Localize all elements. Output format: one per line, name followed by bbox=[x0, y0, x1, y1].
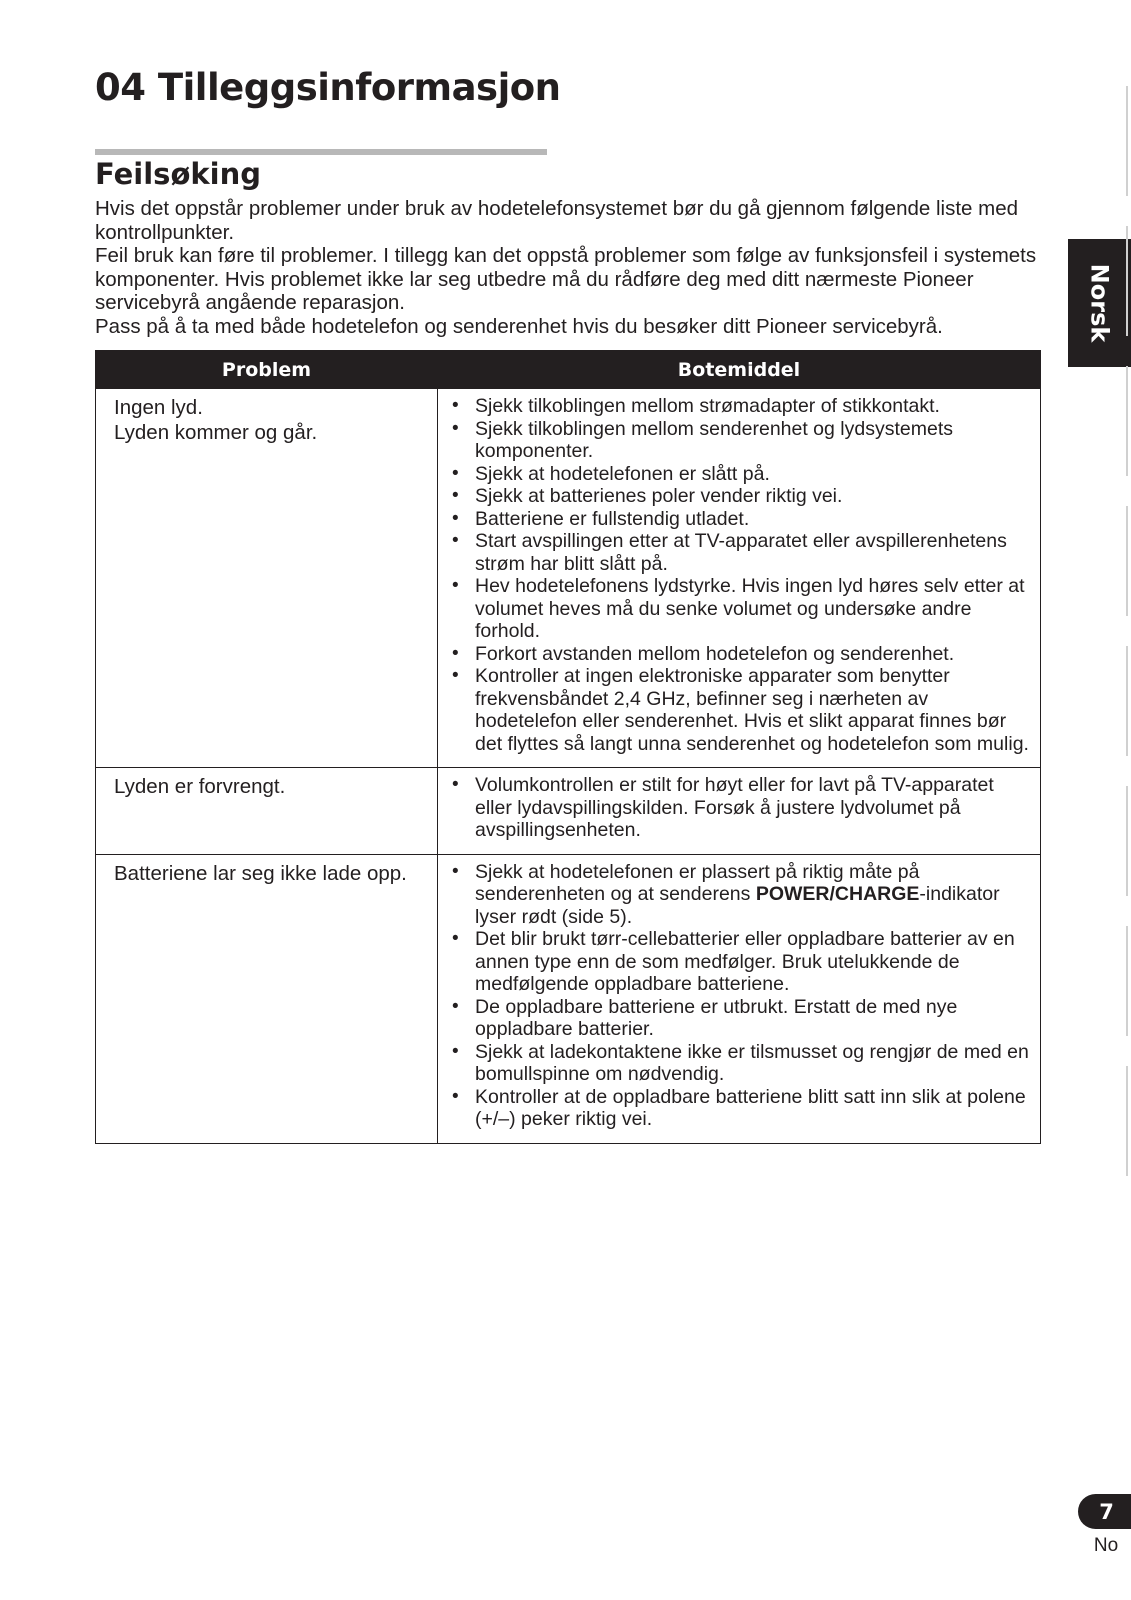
problem-text: Lyden kommer og går. bbox=[114, 420, 318, 444]
problem-cell bbox=[96, 389, 438, 768]
problem-cell bbox=[96, 854, 438, 1143]
problem-text: Ingen lyd. bbox=[114, 396, 203, 419]
remedy-item: • Batteriene er fullstendig utladet. bbox=[450, 508, 1030, 531]
table-row bbox=[96, 768, 1041, 855]
remedy-list bbox=[450, 861, 1030, 1131]
remedy-item: • Kontroller at de oppladbare batteriene blitt satt inn slik at polene (+/–) peker riktig vei. bbox=[450, 1086, 1030, 1131]
page-language-code: No bbox=[1093, 1535, 1119, 1556]
problem-text: Batteriene lar seg ikke lade opp. bbox=[114, 861, 407, 885]
language-tab bbox=[1068, 239, 1131, 367]
intro-text bbox=[95, 197, 1040, 338]
column-header-remedy: Botemiddel bbox=[438, 351, 1041, 389]
remedy-item: • Sjekk at hodetelefonen er slått på. bbox=[450, 463, 1030, 486]
section-title: Feilsøking bbox=[95, 157, 261, 191]
remedy-item: • Sjekk tilkoblingen mellom strømadapter of stikkontakt. bbox=[450, 395, 1030, 418]
chapter-title: 04 Tilleggsinformasjon bbox=[95, 66, 561, 109]
remedy-item: • Sjekk at batterienes poler vender riktig vei. bbox=[450, 485, 1030, 508]
page-edge-marks bbox=[1126, 86, 1128, 1206]
section-divider bbox=[95, 149, 547, 155]
intro-paragraph: Hvis det oppstår problemer under bruk av hodetelefonsystemet bør du gå gjennom følgende liste med kontrollpunkter. bbox=[95, 197, 1019, 244]
intro-paragraph: Feil bruk kan føre til problemer. I tillegg kan det oppstå problemer som følge av funksjonsfeil i systemets komponenter. Hvis problemet ikke lar seg utbedre må du rådføre deg med ditt nærmeste Pioneer servicebyrå angående reparasjon. bbox=[95, 244, 1037, 314]
remedy-item: • Sjekk tilkoblingen mellom senderenhet og lydsystemets komponenter. bbox=[450, 418, 1030, 463]
remedy-cell bbox=[438, 389, 1041, 768]
problem-cell bbox=[96, 768, 438, 855]
remedy-item: • Det blir brukt tørr-cellebatterier eller oppladbare batterier av en annen type enn de som medfølger. Bruk utelukkende de medfølgende oppladbare batteriene. bbox=[450, 928, 1030, 996]
remedy-list bbox=[450, 395, 1030, 755]
remedy-item: • Forkort avstanden mellom hodetelefon og senderenhet. bbox=[450, 643, 1030, 666]
remedy-item bbox=[450, 861, 1030, 929]
table-header-row bbox=[96, 351, 1041, 389]
remedy-item: • Hev hodetelefonens lydstyrke. Hvis ingen lyd høres selv etter at volumet heves må du senke volumet og undersøke andre forhold. bbox=[450, 575, 1030, 643]
remedy-item: • Kontroller at ingen elektroniske apparater som benytter frekvensbåndet 2,4 GHz, befinner seg i nærheten av hodetelefon eller senderenhet. Hvis et slikt apparat finnes bør det flyttes så langt unna senderenhet og hodetelefon som mulig. bbox=[450, 665, 1030, 755]
intro-paragraph: Pass på å ta med både hodetelefon og senderenhet hvis du besøker ditt Pioneer servicebyrå. bbox=[95, 314, 943, 338]
language-tab-label: Norsk bbox=[1085, 263, 1114, 343]
table-row bbox=[96, 854, 1041, 1143]
remedy-item: • Start avspillingen etter at TV-apparatet eller avspillerenhetens strøm har blitt slått på. bbox=[450, 530, 1030, 575]
remedy-list bbox=[450, 774, 1030, 842]
column-header-problem: Problem bbox=[96, 351, 438, 389]
remedy-text: Sjekk at hodetelefonen er plassert på riktig måte på senderenheten og at senderens bbox=[475, 860, 920, 905]
problem-text: Lyden er forvrengt. bbox=[114, 775, 286, 798]
troubleshooting-table bbox=[95, 350, 1041, 1144]
remedy-item: • Volumkontrollen er stilt for høyt eller for lavt på TV-apparatet eller lydavspillingskilden. Forsøk å justere lydvolumet på avspillingsenheten. bbox=[450, 774, 1030, 842]
remedy-cell bbox=[438, 768, 1041, 855]
remedy-item: • Sjekk at ladekontaktene ikke er tilsmusset og rengjør de med en bomullspinne om nødvendig. bbox=[450, 1041, 1030, 1086]
power-charge-indicator-label: POWER/CHARGE bbox=[755, 883, 920, 905]
table-row bbox=[96, 389, 1041, 768]
remedy-cell bbox=[438, 854, 1041, 1143]
page-number-badge: 7 bbox=[1078, 1494, 1131, 1529]
remedy-item: • De oppladbare batteriene er utbrukt. Erstatt de med nye oppladbare batterier. bbox=[450, 996, 1030, 1041]
remedy-text: -indikator lyser rødt (side 5). bbox=[475, 883, 1000, 928]
